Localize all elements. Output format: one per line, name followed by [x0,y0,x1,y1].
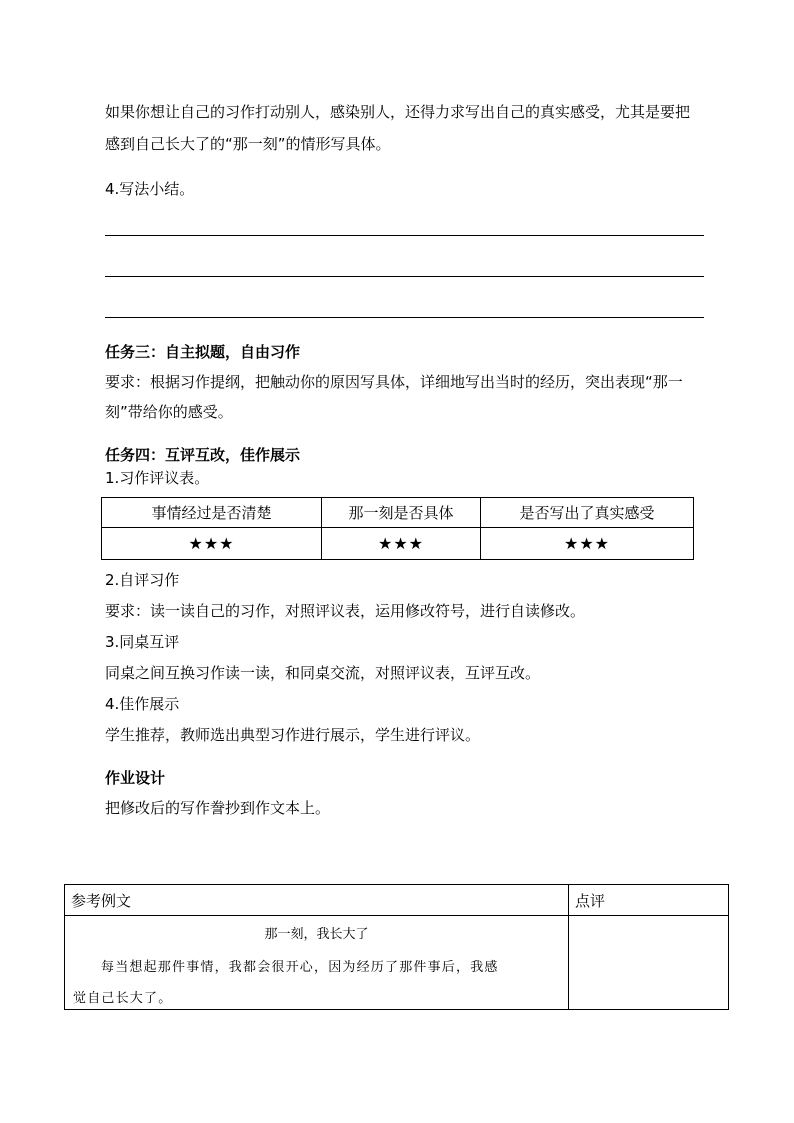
star-rating: ★★★ [322,528,481,560]
comment-column-header: 点评 [569,885,729,916]
homework-text: 把修改后的写作誊抄到作文本上。 [105,799,331,817]
blank-line-3 [105,317,704,318]
comment-content-cell [569,916,729,1010]
task4-item-2-text: 要求：读一读自己的习作，对照评议表，运用修改符号，进行自读修改。 [105,602,586,620]
task4-item-3: 3.同桌互评 [105,633,180,651]
task4-item-4: 4.佳作展示 [105,695,180,713]
essay-body-line-2: 觉自己长大了。 [73,991,173,1006]
task4-heading: 任务四：互评互改，佳作展示 [105,446,301,464]
task4-item-2: 2.自评习作 [105,571,180,589]
task3-heading: 任务三：自主拟题，自由习作 [105,343,301,361]
evaluation-header-row [102,498,694,528]
essay-body-line-1: 每当想起那件事情，我都会很开心，因为经历了那件事后，我感 [101,960,499,975]
summary-heading: 4.写法小结。 [105,180,195,198]
example-content-row [65,916,729,1010]
homework-heading: 作业设计 [105,769,166,787]
evaluation-header-cell: 那一刻是否具体 [322,498,481,528]
task4-item-4-text: 学生推荐，教师选出典型习作进行展示，学生进行评议。 [105,726,481,744]
example-header-row [65,885,729,916]
star-rating: ★★★ [481,528,694,560]
intro-line-2: 感到自己长大了的“那一刻”的情形写具体。 [105,135,391,153]
evaluation-rating-row [102,528,694,560]
essay-content-cell [65,916,569,1010]
evaluation-table [101,497,694,560]
example-essay-table [64,884,729,1010]
task4-item-3-text: 同桌之间互换习作读一读，和同桌交流，对照评议表，互评互改。 [105,664,541,682]
task3-requirement-line-2: 刻”带给你的感受。 [105,403,233,421]
evaluation-header-cell: 事情经过是否清楚 [102,498,322,528]
evaluation-header-cell: 是否写出了真实感受 [481,498,694,528]
intro-line-1: 如果你想让自己的习作打动别人，感染别人，还得力求写出自己的真实感受，尤其是要把 [105,103,691,121]
star-rating: ★★★ [102,528,322,560]
blank-line-2 [105,276,704,277]
essay-column-header: 参考例文 [65,885,569,916]
task3-requirement-line-1: 要求：根据习作提纲，把触动你的原因写具体，详细地写出当时的经历，突出表现“那一 [105,373,683,391]
essay-title: 那一刻，我长大了 [264,927,369,942]
task4-item-1: 1.习作评议表。 [105,469,210,487]
blank-line-1 [105,235,704,236]
